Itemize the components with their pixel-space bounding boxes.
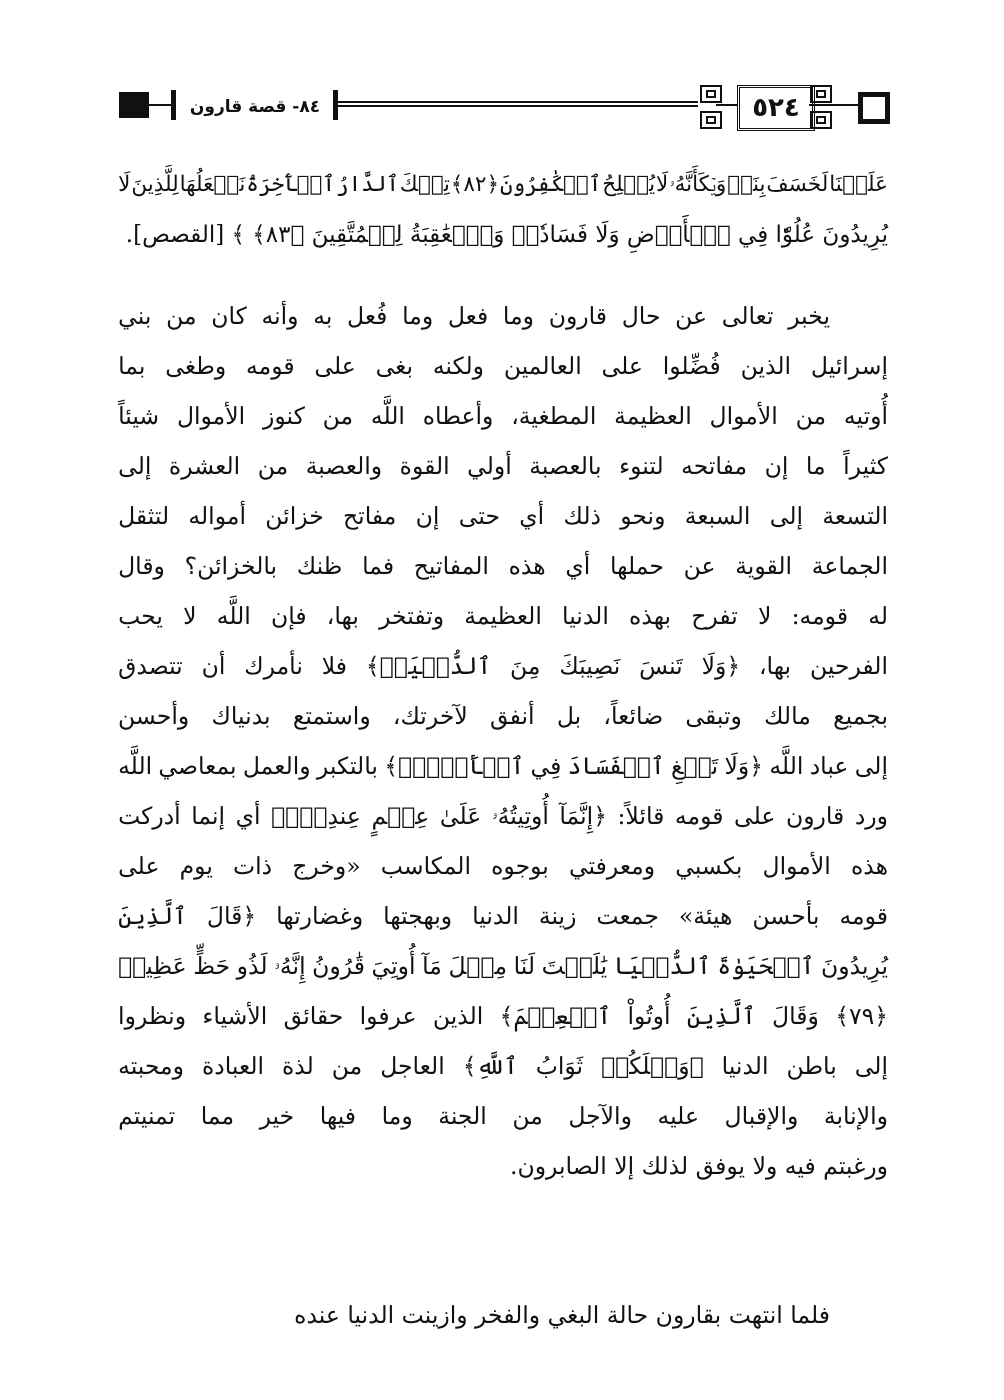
header-rule-link	[809, 104, 831, 106]
text-line: التسعة إلى السبعة ونحو ذلك أي حتى إن مفاتح خزائن أمواله لتثقل	[118, 502, 888, 530]
paragraph-main	[118, 291, 888, 1191]
text-line: هذه الأموال بكسبي ومعرفتي بوجوه المكاسب «وخرج ذات يوم على	[118, 852, 888, 880]
header-rule-right	[830, 104, 858, 106]
text-line: ورد قارون على قومه قائلاً: ﴿إِنَّمَآ أُوتِيتُهُۥ عَلَىٰ عِلۡمٍ عِندِيٓۚ﴾ أي إنما أدركت	[118, 802, 888, 830]
verse-line: عَلَيۡنَا لَخَسَفَ بِنَاۖ وَيۡكَأَنَّهُۥ لَا يُفۡلِحُ ٱلۡكَٰفِرُونَ ﴿٨٢﴾ تِلۡكَ ٱلدَّارُ ٱلۡأٓخِرَةُ نَجۡعَلُهَا لِلَّذِينَ لَا	[118, 172, 888, 197]
text-line: فلما انتهت بقارون حالة البغي والفخر وازينت الدنيا عنده	[294, 1301, 830, 1329]
text-line: إلى باطن الدنيا ﴿وَيۡلَكُمۡ ثَوَابُ ٱللَّهِ﴾ العاجل من لذة العبادة ومحبته	[118, 1052, 888, 1080]
text-line: الفرحين بها، ﴿وَلَا تَنسَ نَصِيبَكَ مِنَ ٱلدُّنۡيَاۖ﴾ فلا نأمرك أن تتصدق	[118, 652, 888, 680]
text-line: إلى عباد اللَّه ﴿وَلَا تَبۡغِ ٱلۡفَسَادَ فِي ٱلۡأَرۡضِۖ﴾ بالتكبر والعمل بمعاصي اللَّه	[118, 752, 888, 780]
corner-knot-ornament	[700, 111, 722, 129]
page-number: ٥٢٤	[737, 85, 815, 131]
text-line: أُوتيه من الأموال العظيمة المطغية، وأعطاه اللَّه من كنوز الأموال شيئاً	[118, 402, 888, 430]
text-line: بجميع مالك وتبقى ضائعاً، بل أنفق لآخرتك، واستمتع بدنياك وأحسن	[118, 702, 888, 730]
verse-line: يُرِيدُونَ عُلُوّٗا فِي ٱلۡأَرۡضِ وَلَا فَسَادٗاۚ وَٱلۡعَٰقِبَةُ لِلۡمُتَّقِينَ ﴿٨٣﴾ ﴾ [القصص].	[125, 222, 888, 248]
text-line: قومه بأحسن هيئة» جمعت زينة الدنيا وبهجتها وغضارتها ﴿قَالَ ٱلَّذِينَ	[118, 902, 888, 930]
paragraph-continuation	[118, 1290, 888, 1340]
corner-knot-ornament	[810, 85, 832, 103]
text-line: ﴿٧٩﴾ وَقَالَ ٱلَّذِينَ أُوتُواْ ٱلۡعِلۡمَ﴾ الذين عرفوا حقائق الأشياء ونظروا	[118, 1002, 888, 1030]
text-line: له قومه: لا تفرح بهذه الدنيا العظيمة وتفتخر بها، فإن اللَّه لا يحب	[118, 602, 888, 630]
header-divider-bar	[171, 90, 176, 120]
text-line: كثيراً ما إن مفاتحه لتنوء بالعصبة أولي القوة والعصبة من العشرة إلى	[118, 452, 888, 480]
header-rule-left	[149, 104, 171, 106]
text-line: إسرائيل الذين فُضِّلوا على العالمين ولكنه بغى على قومه وطغى بما	[118, 352, 888, 380]
running-header	[0, 0, 1004, 150]
header-rule-link	[716, 104, 738, 106]
text-line: يُرِيدُونَ ٱلۡحَيَوٰةَ ٱلدُّنۡيَا يَٰلَيۡتَ لَنَا مِثۡلَ مَآ أُوتِيَ قَٰرُونُ إِنَّهُۥ لَذُو حَظٍّ عَظِيمٖ	[118, 952, 888, 980]
header-double-rule	[338, 101, 698, 107]
chapter-title: ٨٤- قصة قارون	[189, 97, 321, 117]
text-line: ورغبتم فيه ولا يوفق لذلك إلا الصابرون.	[509, 1152, 888, 1180]
open-square-ornament	[858, 92, 890, 124]
text-line: والإنابة والإقبال عليه والآجل من الجنة وما فيها خير مما تمنيتم	[118, 1102, 888, 1130]
corner-knot-ornament	[810, 111, 832, 129]
filled-square-ornament	[119, 92, 149, 118]
text-line: يخبر تعالى عن حال قارون وما فعل وما فُعل به وأنه كان من بني	[118, 302, 830, 330]
quran-verse-block	[118, 160, 888, 260]
corner-knot-ornament	[700, 85, 722, 103]
text-line: الجماعة القوية عن حملها أي هذه المفاتيح فما ظنك بالخزائن؟ وقال	[118, 552, 888, 580]
